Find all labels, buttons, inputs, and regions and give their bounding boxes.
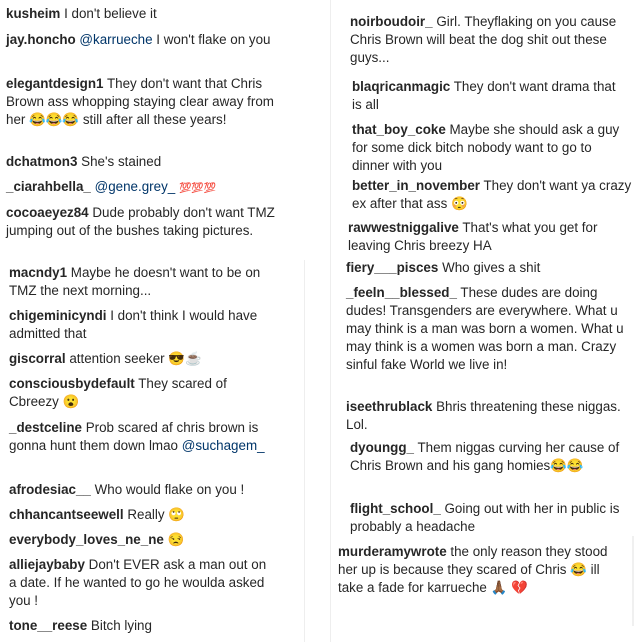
comment-username[interactable]: consciousbydefault [9, 376, 135, 391]
comment-item [6, 5, 296, 23]
comment-username[interactable]: giscorral [9, 351, 66, 366]
comment-username[interactable]: rawwestniggalive [348, 220, 459, 235]
comment-text: Maybe she should ask a guy for some dick bitch nobody want to go to dinner with you [352, 122, 620, 173]
comment-text: They don't want drama that is all [352, 79, 616, 112]
comment-text: Bhris threatening these niggas. Lol. [346, 399, 621, 432]
comment-username[interactable]: tone__reese [9, 618, 88, 633]
comment-text: Who would flake on you ! [94, 482, 245, 497]
comment-username[interactable]: _ciarahbella_ [6, 179, 91, 194]
comment-username[interactable]: dyoungg_ [350, 440, 414, 455]
comment-item [6, 178, 296, 198]
comment-username[interactable]: noirboudoir_ [350, 14, 433, 29]
comment-item [352, 177, 632, 213]
comment-item [346, 398, 622, 434]
comment-item [9, 531, 299, 549]
comment-text: Going out with her in public is probably a headache [350, 501, 620, 534]
comment-item [9, 506, 299, 524]
comment-username[interactable]: _destceline [9, 420, 82, 435]
comment-text: That's what you get for leaving Chris breezy HA [348, 220, 598, 253]
comment-text: I won't flake on you [156, 32, 271, 47]
comment-text: I don't think I would have admitted that [9, 308, 258, 341]
comment-text: Prob scared af chris brown is gonna hunt them down lmao [9, 420, 259, 453]
comment-item [9, 350, 289, 368]
mention-link[interactable]: @suchagem_ [181, 438, 265, 453]
comment-item [9, 264, 271, 300]
mention-link[interactable]: @gene.grey_ [94, 179, 176, 194]
comment-text: Girl. Theyflaking on you cause Chris Brown will beat the dog shit out these guys... [350, 14, 617, 65]
comment-item [6, 153, 296, 171]
scrollbar-thumb[interactable] [632, 536, 634, 626]
comment-username[interactable]: flight_school_ [350, 501, 441, 516]
comment-username[interactable]: chhancantseewell [9, 507, 124, 522]
comment-text: They don't want that Chris Brown ass whopping staying clear away from her 😂😂😂 still after all these years! [6, 76, 274, 127]
comment-text: These dudes are doing dudes! Transgenders are everywhere. What u may think is a man was born a women. What u may think is a women was born a man. Crazy sinful fake World we live in! [346, 285, 624, 372]
comment-item [350, 13, 622, 67]
comment-text: 😒 [167, 532, 185, 547]
column-divider [304, 260, 305, 642]
comment-text: They don't want ya crazy ex after that ass 😳 [352, 178, 632, 211]
comment-text: the only reason they stood her up is because they scared of Chris 😂 ill take a fade for karrueche 🙏🏾 💔 [338, 544, 608, 595]
comment-username[interactable]: murderamywrote [338, 544, 447, 559]
comment-username[interactable]: chigeminicyndi [9, 308, 107, 323]
comment-username[interactable]: _feeln__blessed_ [346, 285, 457, 300]
comment-text: Them niggas curving her cause of Chris Brown and his gang homies😂😂 [350, 440, 620, 473]
comment-item [6, 75, 276, 129]
comment-item [350, 500, 620, 536]
comment-text: Who gives a shit [442, 260, 541, 275]
comment-item [6, 31, 274, 49]
comment-text: Really 🙄 [127, 507, 185, 522]
comment-text: 💯💯💯 [178, 183, 217, 194]
comment-item [9, 419, 277, 455]
comment-username[interactable]: macndy1 [9, 265, 68, 280]
comment-item [6, 204, 278, 240]
comment-item [9, 375, 259, 411]
comment-item [346, 284, 628, 374]
comment-username[interactable]: dchatmon3 [6, 154, 78, 169]
comment-item [9, 307, 281, 343]
comment-username[interactable]: fiery___pisces [346, 260, 439, 275]
comment-item [348, 219, 632, 255]
comment-text: Bitch lying [90, 618, 152, 633]
comment-item [352, 121, 624, 175]
comment-item [9, 617, 299, 635]
mention-link[interactable]: @karrueche [79, 32, 153, 47]
comment-username[interactable]: alliejaybaby [9, 557, 85, 572]
comment-item [9, 481, 299, 499]
comment-item [350, 439, 620, 475]
comment-username[interactable]: cocoaeyez84 [6, 205, 89, 220]
comment-text: They scared of Cbreezy 😮 [9, 376, 227, 409]
comment-text: Don't EVER ask a man out on a date. If he wanted to go he woulda asked you ! [9, 557, 267, 608]
comment-username[interactable]: jay.honcho [6, 32, 76, 47]
comment-text: She's stained [81, 154, 162, 169]
comment-text: attention seeker 😎☕ [69, 351, 202, 366]
column-divider [330, 0, 331, 642]
comment-text: Dude probably don't want TMZ jumping out of the bushes taking pictures. [6, 205, 275, 238]
comment-username[interactable]: kusheim [6, 6, 61, 21]
comment-username[interactable]: iseethrublack [346, 399, 433, 414]
comment-username[interactable]: better_in_november [352, 178, 480, 193]
comment-username[interactable]: everybody_loves_ne_ne [9, 532, 164, 547]
comment-text: I don't believe it [64, 6, 157, 21]
comment-text: Maybe he doesn't want to be on TMZ the next morning... [9, 265, 261, 298]
comment-username[interactable]: afrodesiac__ [9, 482, 91, 497]
comment-item [338, 543, 608, 597]
comment-item [9, 556, 277, 610]
comment-item [352, 78, 622, 114]
comment-username[interactable]: blaqricanmagic [352, 79, 451, 94]
comment-username[interactable]: that_boy_coke [352, 122, 446, 137]
comment-username[interactable]: elegantdesign1 [6, 76, 104, 91]
comment-item [346, 259, 636, 277]
